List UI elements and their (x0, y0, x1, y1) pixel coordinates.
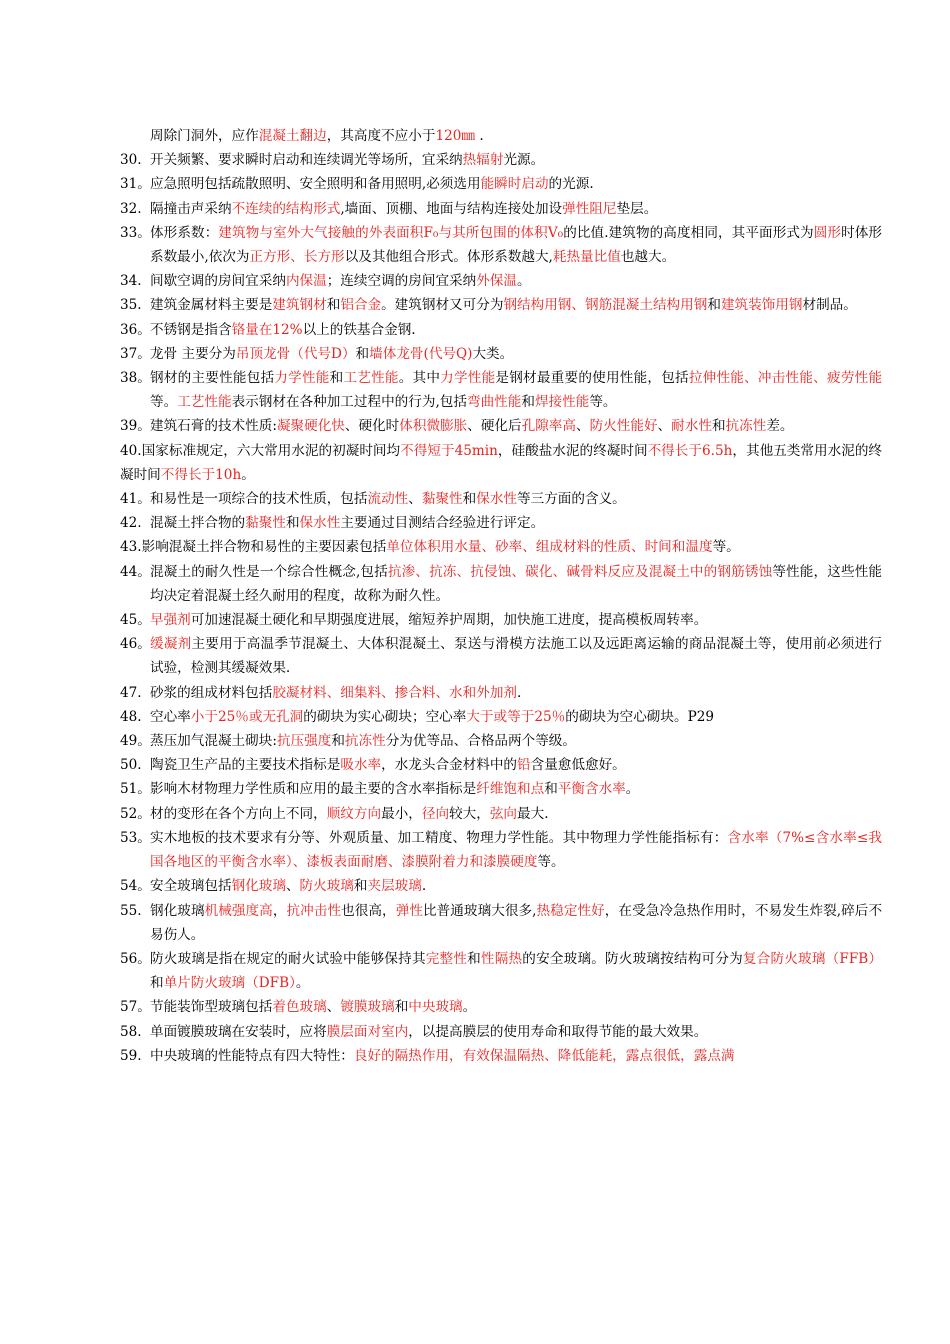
body-text: 最小， (381, 805, 422, 822)
highlighted-text: 不得短于45min (400, 442, 498, 459)
highlighted-text: 吸水率 (340, 757, 382, 774)
highlighted-text: 工艺性能 (177, 394, 232, 411)
body-text: 和 (326, 297, 341, 314)
highlighted-text: 铬量在12% (231, 321, 303, 338)
list-item (120, 729, 882, 753)
body-text: . (517, 684, 522, 701)
list-item (120, 221, 882, 269)
item-text (150, 899, 882, 947)
highlighted-text: 钢化玻璃 (231, 878, 286, 895)
highlighted-text: 胶凝材料、细集料、掺合料、水和外加剂 (272, 684, 518, 701)
item-number: 38。 (120, 370, 151, 387)
body-text: 可加速混凝土硬化和早期强度进展，缩短养护周期，加快施工进度，提高模板周转率。 (190, 612, 708, 629)
highlighted-text: 能瞬时启动 (480, 176, 549, 193)
list-item (120, 753, 882, 777)
highlighted-text: 含水率（7%≤含水率≤我国各地区的平衡含水率）、漆板表面耐磨、漆膜附着力和漆膜硬度 (150, 829, 882, 871)
item-number: 46。 (120, 636, 151, 653)
body-text: 等三方面的含义。 (517, 491, 626, 508)
body-text: 、硬化时 (344, 418, 400, 435)
item-number: 40. (120, 442, 142, 459)
item-text (150, 511, 882, 535)
list-item (120, 995, 882, 1019)
item-number: 50. (120, 757, 142, 774)
item-text (150, 414, 882, 438)
item-text (150, 172, 882, 196)
item-text (150, 947, 882, 995)
body-text: 应急照明包括疏散照明、安全照明和备用照明,必须选用 (150, 176, 481, 193)
body-text: 建筑石膏的技术性质: (150, 418, 277, 435)
list-item (120, 124, 882, 148)
highlighted-text: 孔隙率高 (521, 418, 576, 435)
document-page (120, 124, 882, 1068)
highlighted-text: 正方形、长方形 (249, 249, 345, 266)
body-text: ，硅酸盐水泥的终凝时间 (497, 442, 648, 459)
highlighted-text: 流动性 (367, 491, 409, 508)
list-item (120, 318, 882, 342)
item-number: 42. (120, 515, 142, 532)
highlighted-text: 抗压强度 (276, 733, 332, 750)
body-text: 和 (394, 999, 409, 1016)
body-text: 蒸压加气混凝土砌块: (150, 733, 277, 750)
highlighted-text: 弦向 (489, 805, 518, 822)
highlighted-text: 墙体龙骨(代号Q) (369, 345, 473, 362)
item-text (150, 318, 882, 342)
body-text: 的比值.建筑物的高度相同，其平面形式为 (563, 224, 814, 241)
body-text: 钢化玻璃 (150, 902, 205, 919)
body-text: 空心率 (150, 708, 191, 725)
body-text: 的光源. (548, 176, 594, 193)
highlighted-text: 建筑装饰用钢 (720, 297, 803, 314)
body-text: ,墙面、顶棚、地面与结构连接处加设 (340, 200, 563, 217)
item-number: 35. (120, 297, 142, 314)
body-text: ，在受急冷急热作用时，不易发生炸裂,碎后不易伤人。 (150, 902, 883, 943)
list-item (120, 269, 882, 293)
list-item (120, 342, 882, 366)
body-text: 影响混凝土拌合物和易性的主要因素包括 (141, 539, 387, 556)
list-item (120, 802, 882, 826)
item-number: 36。 (120, 321, 151, 338)
body-text: 光源。 (503, 152, 545, 169)
item-text (150, 681, 882, 705)
item-number: 43. (120, 539, 142, 556)
body-text: 和 (285, 515, 300, 532)
body-text: 材的变形在各个方向上不同， (150, 805, 327, 822)
highlighted-text: 凝聚硬化快 (276, 418, 345, 435)
body-text: ，其高度不应小于 (326, 128, 436, 144)
item-text (150, 995, 882, 1019)
item-text (150, 487, 882, 511)
body-text: 时体形系数最小,依次为 (150, 224, 883, 266)
body-text: 等。 (589, 394, 617, 411)
item-number: 30. (120, 152, 142, 169)
highlighted-text: 黏聚性 (421, 491, 463, 508)
item-text (150, 342, 882, 366)
highlighted-text: 混凝土翻边 (258, 128, 327, 144)
body-text: 。 (462, 999, 477, 1016)
highlighted-text: 热辐射 (462, 152, 504, 169)
body-text: 和 (329, 370, 344, 387)
item-text (150, 608, 882, 632)
body-text: 等。 (150, 394, 178, 411)
item-number: 45。 (120, 612, 151, 629)
item-number: 34. (120, 273, 142, 290)
item-text (150, 874, 882, 898)
item-number: 37。 (120, 345, 151, 362)
highlighted-text: 复合防火玻璃（FFB） (742, 950, 883, 967)
list-item (120, 535, 882, 559)
body-text: 和 (711, 418, 726, 435)
highlighted-text: 焊接性能 (534, 394, 590, 411)
body-text: ，其他五类常用水泥的终凝时间 (120, 442, 883, 483)
body-text: 和 (353, 878, 368, 895)
item-text (150, 148, 882, 172)
body-text: 等。 (712, 539, 740, 556)
highlighted-text: 径向 (421, 805, 450, 822)
highlighted-text: 弹性阻尼 (562, 200, 617, 217)
body-text: 含量愈低愈好。 (530, 757, 626, 774)
body-text: 节能装饰型玻璃包括 (150, 999, 273, 1016)
highlighted-text: 不连续的结构形式 (231, 200, 341, 217)
item-number: 47. (120, 684, 142, 701)
highlighted-text: 夹层玻璃 (367, 878, 422, 895)
body-text: 差。 (766, 418, 794, 435)
body-text: 单面镀膜玻璃在安装时，应将 (150, 1023, 327, 1040)
body-text: 不锈钢是指含 (150, 321, 232, 338)
highlighted-text: 中央玻璃 (408, 999, 463, 1016)
item-text (150, 632, 882, 680)
highlighted-text: 抗渗、抗冻、抗侵蚀、碳化、碱骨料反应及混凝土中的钢筋锈蚀 (387, 563, 773, 580)
highlighted-text: 抗冻性 (725, 418, 767, 435)
highlighted-text: 内保温 (285, 273, 327, 290)
body-text: 材制品。 (802, 297, 857, 314)
body-text: 防火玻璃是指在规定的耐火试验中能够保持其 (150, 950, 426, 967)
highlighted-text: 单位体积用水量、砂率、组成材料的性质、时间和温度 (386, 539, 713, 556)
item-number: 54。 (120, 878, 151, 895)
list-item (120, 1044, 882, 1068)
body-text: 、 (408, 491, 422, 508)
body-text: 。 (625, 781, 640, 798)
highlighted-text: 抗冻性 (344, 733, 386, 750)
highlighted-text: 体积微膨胀 (399, 418, 468, 435)
body-text: 龙骨 主要分为 (150, 345, 236, 362)
highlighted-text: 镀膜玻璃 (340, 999, 395, 1016)
highlighted-text: 建筑钢材 (272, 297, 327, 314)
list-item (120, 777, 882, 801)
item-text (150, 777, 882, 801)
body-text: ；连续空调的房间宜采纳 (326, 273, 477, 290)
highlighted-text: 不得长于6.5h (647, 442, 733, 459)
highlighted-text: 小于25％或无孔洞 (190, 708, 304, 725)
highlighted-text: 120㎜ (435, 128, 476, 144)
highlighted-text: 大于或等于25％ (466, 708, 566, 725)
body-text: 钢材的主要性能包括 (150, 370, 275, 387)
item-number: 48. (120, 708, 142, 725)
item-text (150, 753, 882, 777)
highlighted-text: 不得长于10h (160, 466, 242, 483)
item-number: 55. (120, 902, 142, 919)
highlighted-text: 顺纹方向 (326, 805, 382, 822)
body-text: 隔撞击声采纳 (150, 200, 232, 217)
list-item (120, 632, 882, 680)
item-number: 56。 (120, 950, 151, 967)
item-number: 41。 (120, 491, 151, 508)
body-text: 、 (657, 418, 672, 435)
body-text: 。其中 (398, 370, 441, 387)
item-number: 57。 (120, 999, 151, 1016)
list-item (120, 560, 882, 608)
body-text: 混凝土拌合物的 (150, 515, 246, 532)
item-number: 52。 (120, 805, 151, 822)
body-text: 也越大。 (620, 249, 676, 266)
highlighted-text: 性隔热 (480, 950, 523, 967)
item-number: 49。 (120, 733, 151, 750)
item-number: 44。 (120, 563, 151, 580)
highlighted-text: 耐水性 (671, 418, 712, 435)
highlighted-text: 铅 (517, 757, 531, 774)
highlighted-text: 建筑物与室外大气接触的外表面积F₀与其所包围的体积V₀ (218, 224, 564, 241)
list-item (120, 511, 882, 535)
body-text: 和 (331, 733, 345, 750)
highlighted-text: 早强剂 (150, 612, 191, 629)
item-text (150, 366, 882, 414)
body-text: . (475, 128, 484, 144)
highlighted-text: 膜层面对室内 (326, 1023, 409, 1040)
item-text (120, 439, 882, 487)
body-text: 和 (521, 394, 535, 411)
item-number: 58. (120, 1023, 142, 1040)
list-item (120, 874, 882, 898)
highlighted-text: 防火性能好 (589, 418, 658, 435)
body-text: 开关频繁、要求瞬时启动和连续调光等场所，宜采纳 (150, 152, 463, 169)
highlighted-text: 机械强度高 (204, 902, 273, 919)
highlighted-text: 缓凝剂 (150, 636, 192, 653)
body-text: 也很高， (341, 902, 396, 919)
body-text: 主要通过目测结合经验进行评定。 (340, 515, 545, 532)
body-text: 垫层。 (616, 200, 658, 217)
list-item (120, 1020, 882, 1044)
list-item (120, 899, 882, 947)
list-item (120, 608, 882, 632)
body-text: 中央玻璃的性能特点有四大特性： (150, 1047, 354, 1064)
list-item (120, 487, 882, 511)
body-text: 。建筑钢材又可分为 (381, 297, 504, 314)
body-text: 砂浆的组成材料包括 (150, 684, 273, 701)
body-text: 和 (355, 345, 370, 362)
body-text: 和 (544, 781, 558, 798)
list-item (120, 293, 882, 317)
highlighted-text: 拉伸性能、冲击性能、疲劳性能 (688, 370, 883, 387)
body-text: 是钢材最重要的使用性能，包括 (495, 370, 689, 387)
body-text: 。 (295, 975, 310, 992)
item-number: 33。 (120, 224, 151, 241)
body-text: 实木地板的技术要求有分等、外观质量、加工精度、物理力学性能。其中物理力学性能指标有： (150, 829, 728, 846)
body-text: ，以提高膜层的使用寿命和取得节能的最大效果。 (408, 1023, 708, 1040)
highlighted-text: 力学性能 (274, 370, 330, 387)
body-text: 以及其他组合形式。体形系数越大, (344, 249, 553, 266)
body-text: ，水龙头合金材料中的 (381, 757, 518, 774)
body-text: 建筑金属材料主要是 (150, 297, 273, 314)
body-text: 、 (326, 999, 341, 1016)
item-number: 53。 (120, 829, 151, 846)
body-text: 的砌块为空心砌块。P29 (565, 708, 715, 725)
item-number: 39。 (120, 418, 151, 435)
body-text: 安全玻璃包括 (150, 878, 232, 895)
highlighted-text: 力学性能 (440, 370, 496, 387)
list-item (120, 366, 882, 414)
item-number: 51。 (120, 781, 151, 798)
highlighted-text: 保水性 (299, 515, 341, 532)
body-text: 主要用于高温季节混凝土、大体积混凝土、泵送与滑模方法施工以及远距离运输的商品混凝土等，使用前必须进行试验，检测其缓凝效果. (150, 636, 883, 677)
body-text: 等性能，这些性能均决定着混凝土经久耐用的程度，故称为耐久性。 (150, 563, 883, 604)
body-text: 周除门洞外，应作 (150, 128, 259, 144)
body-text: 、 (285, 878, 300, 895)
body-text: 表示钢材在各种加工过程中的行为,包括 (231, 394, 467, 411)
body-text: 、 (576, 418, 590, 435)
body-text: 国家标准规定，六大常用水泥的初凝时间均 (141, 442, 401, 459)
body-text: 最大. (517, 805, 549, 822)
body-text: 和 (462, 491, 477, 508)
highlighted-text: 着色玻璃 (272, 999, 327, 1016)
highlighted-text: 铝合金 (340, 297, 382, 314)
highlighted-text: 外保温 (476, 273, 518, 290)
highlighted-text: 弯曲性能 (466, 394, 522, 411)
item-text (150, 124, 882, 148)
item-text (150, 705, 882, 729)
highlighted-text: 黏聚性 (245, 515, 286, 532)
body-text: 、硬化后 (467, 418, 522, 435)
item-text (150, 269, 882, 293)
body-text: . (421, 878, 427, 895)
body-text: 混凝土的耐久性是一个综合性概念,包括 (150, 563, 388, 580)
highlighted-text: 热稳定性好 (536, 902, 605, 919)
highlighted-text: 完整性 (425, 950, 468, 967)
body-text: 和 (707, 297, 721, 314)
item-text (150, 560, 882, 608)
body-text: 。 (517, 273, 531, 290)
body-text: 的安全玻璃。防火玻璃按结构可分为 (522, 950, 743, 967)
body-text: 和易性是一项综合的技术性质，包括 (150, 491, 368, 508)
item-text (150, 1044, 882, 1068)
list-item (120, 197, 882, 221)
body-text: 陶瓷卫生产品的主要技术指标是 (150, 757, 341, 774)
body-text: 的砌块为实心砌块；空心率 (303, 708, 467, 725)
highlighted-text: 钢结构用钢、钢筋混凝土结构用钢 (503, 297, 708, 314)
list-item (120, 705, 882, 729)
item-text (150, 293, 882, 317)
item-text (150, 1020, 882, 1044)
body-text: 分为优等品、合格品两个等级。 (385, 733, 576, 750)
item-number: 32. (120, 200, 142, 217)
highlighted-text: 保水性 (476, 491, 518, 508)
highlighted-text: 平衡含水率 (557, 781, 626, 798)
body-text: 体形系数： (150, 224, 219, 241)
item-text (150, 802, 882, 826)
body-text: 和 (467, 950, 481, 967)
body-text: 。 (241, 466, 255, 483)
body-text: 等。 (537, 854, 565, 871)
highlighted-text: 圆形 (813, 224, 842, 241)
highlighted-text: 工艺性能 (343, 370, 399, 387)
list-item (120, 681, 882, 705)
highlighted-text: 防火玻璃 (299, 878, 354, 895)
item-text (150, 221, 882, 269)
body-text: 间歇空调的房间宜采纳 (150, 273, 286, 290)
list-item (120, 439, 882, 487)
body-text: ， (272, 902, 287, 919)
highlighted-text: 单片防火玻璃（DFB） (163, 975, 296, 992)
item-number: 59. (120, 1047, 142, 1064)
item-text (120, 535, 882, 559)
highlighted-text: 抗冲击性 (286, 902, 342, 919)
highlighted-text: 耗热量比值 (552, 249, 621, 266)
list-item (120, 148, 882, 172)
body-text: 和 (150, 975, 164, 992)
item-text (150, 729, 882, 753)
highlighted-text: 纤维饱和点 (476, 781, 545, 798)
body-text: 比普通玻璃大很多, (422, 902, 537, 919)
body-text: 大类。 (472, 345, 514, 362)
body-text: 较大， (449, 805, 490, 822)
list-item (120, 947, 882, 995)
list-item (120, 826, 882, 874)
highlighted-text: 良好的隔热作用，有效保温隔热、降低能耗，露点很低，露点满 (353, 1047, 735, 1064)
highlighted-text: 弹性 (395, 902, 423, 919)
highlighted-text: 吊顶龙骨（代号D） (235, 345, 356, 362)
body-text: 影响木材物理力学性质和应用的最主要的含水率指标是 (150, 781, 477, 798)
item-text (150, 826, 882, 874)
item-text (150, 197, 882, 221)
list-item (120, 414, 882, 438)
body-text: 以上的铁基合金钢. (302, 321, 416, 338)
list-item (120, 172, 882, 196)
item-number: 31。 (120, 176, 151, 193)
